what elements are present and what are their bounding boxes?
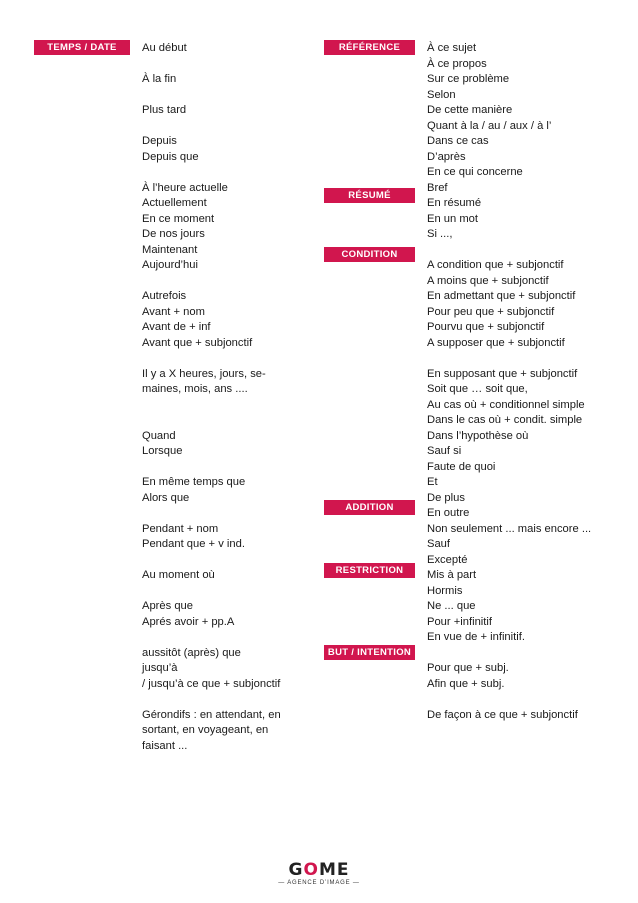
connector-line: Hormis <box>427 584 463 597</box>
gome-logo <box>0 862 638 886</box>
connector-line: Dans le cas où + condit. simple <box>427 414 583 426</box>
temps-date-line: faisant ... <box>142 739 188 752</box>
tag-but-intention: BUT / INTENTION <box>324 645 415 660</box>
temps-date-line: maines, mois, ans .... <box>142 383 248 395</box>
tag-temps-date: TEMPS / DATE <box>34 40 130 55</box>
connector-line: À ce propos <box>427 57 487 70</box>
temps-date-line: Avant + nom <box>142 305 205 318</box>
temps-date-line: À la fin <box>142 73 177 85</box>
temps-date-spacer <box>142 553 281 569</box>
temps-date-line: Depuis <box>142 135 177 147</box>
temps-date-line: sortant, en voyageant, en <box>142 724 269 736</box>
connector-line: En supposant que + subjonctif <box>427 367 578 380</box>
tag-reference: RÉFÉRENCE <box>324 40 415 55</box>
temps-date-line: Depuis que <box>142 150 199 163</box>
connector-line: De cette manière <box>427 104 513 116</box>
connector-line: En ce qui concerne <box>427 166 523 178</box>
temps-date-line: Maintenant <box>142 243 198 256</box>
temps-date-line: / jusqu’à ce que + subjonctif <box>142 677 281 690</box>
logo-letter-o: O <box>303 860 319 880</box>
temps-date-line: Pendant + nom <box>142 522 219 535</box>
connector-line: Selon <box>427 88 456 101</box>
connector-line: Sauf si <box>427 445 462 457</box>
tag-addition: ADDITION <box>324 500 415 515</box>
connector-spacer <box>427 692 591 708</box>
connector-line: Si ..., <box>427 228 453 240</box>
temps-date-line: Avant de + inf <box>142 321 211 333</box>
temps-date-line: Après que <box>142 600 193 612</box>
connector-line: En outre <box>427 507 470 519</box>
temps-date-line: À l’heure actuelle <box>142 181 228 194</box>
temps-date-spacer <box>142 630 281 646</box>
temps-date-spacer <box>142 506 281 522</box>
connector-spacer <box>427 351 591 367</box>
temps-date-spacer <box>142 274 281 290</box>
connector-line: En admettant que + subjonctif <box>427 290 576 302</box>
logo-wordmark <box>0 862 638 879</box>
connector-line: Excepté <box>427 553 468 566</box>
connector-line: A condition que + subjonctif <box>427 259 564 271</box>
connector-spacer <box>427 243 591 259</box>
connector-line: Pour que + subj. <box>427 662 509 674</box>
connector-line: Ne ... que <box>427 600 476 612</box>
temps-date-line: Plus tard <box>142 104 187 116</box>
connector-line: Pourvu que + subjonctif <box>427 321 545 333</box>
connector-line: Dans l’hypothèse où <box>427 429 529 442</box>
temps-date-line: En ce moment <box>142 212 215 225</box>
temps-date-line: Actuellement <box>142 197 207 209</box>
tag-resume: RÉSUMÉ <box>324 188 415 203</box>
temps-date-line: Quand <box>142 429 176 442</box>
connector-line: Dans ce cas <box>427 135 489 147</box>
connector-line: A moins que + subjonctif <box>427 274 549 287</box>
connector-line: A supposer que + subjonctif <box>427 336 565 349</box>
connector-line: Sur ce problème <box>427 73 510 85</box>
connector-line: Faute de quoi <box>427 460 496 473</box>
temps-date-spacer <box>142 413 281 429</box>
connector-spacer <box>427 646 591 662</box>
connector-line: En résumé <box>427 197 482 209</box>
temps-date-line: Il y a X heures, jours, se- <box>142 367 266 380</box>
temps-date-line: Avant que + subjonctif <box>142 336 253 349</box>
connector-expressions <box>427 41 591 723</box>
temps-date-line: Au moment où <box>142 569 215 581</box>
tag-restriction: RESTRICTION <box>324 563 415 578</box>
connector-line: Mis à part <box>427 569 477 581</box>
connector-line: D’après <box>427 150 466 163</box>
temps-date-line: Pendant que + v ind. <box>142 538 245 550</box>
temps-date-spacer <box>142 692 281 708</box>
temps-date-line: Alors que <box>142 491 190 504</box>
temps-date-line: Lorsque <box>142 445 183 457</box>
temps-date-line: Autrefois <box>142 290 187 302</box>
temps-date-line: En même temps que <box>142 476 246 488</box>
temps-date-line: aussitôt (après) que <box>142 646 241 659</box>
temps-date-line: Aprés avoir + pp.A <box>142 615 235 628</box>
temps-date-line: Aujourd’hui <box>142 259 198 271</box>
connector-line: Afin que + subj. <box>427 677 505 690</box>
temps-date-spacer <box>142 165 281 181</box>
temps-date-line: De nos jours <box>142 228 205 240</box>
connector-line: Pour peu que + subjonctif <box>427 305 555 318</box>
connector-line: À ce sujet <box>427 42 477 54</box>
connector-line: Et <box>427 476 438 488</box>
connector-line: De plus <box>427 491 465 504</box>
connector-line: Sauf <box>427 538 451 550</box>
connector-line: En vue de + infinitif. <box>427 631 525 643</box>
temps-date-line: Gérondifs : en attendant, en <box>142 708 281 721</box>
temps-date-line: Au début <box>142 42 187 54</box>
temps-date-spacer <box>142 398 281 414</box>
connector-line: De façon à ce que + subjonctif <box>427 708 578 721</box>
temps-date-spacer <box>142 57 281 73</box>
connector-line: Pour +infinitif <box>427 615 492 628</box>
logo-subtitle: — AGENCE D’IMAGE — <box>278 880 360 886</box>
connector-line: Non seulement ... mais encore ... <box>427 522 592 535</box>
tag-condition: CONDITION <box>324 247 415 262</box>
connector-line: Au cas où + conditionnel simple <box>427 398 585 411</box>
temps-date-spacer <box>142 119 281 135</box>
temps-date-spacer <box>142 351 281 367</box>
temps-date-spacer <box>142 584 281 600</box>
temps-date-expressions <box>142 41 281 754</box>
logo-letters-me: ME <box>318 860 350 880</box>
temps-date-spacer <box>142 88 281 104</box>
temps-date-spacer <box>142 460 281 476</box>
connector-line: Bref <box>427 181 448 194</box>
temps-date-line: jusqu’à <box>142 662 178 674</box>
logo-letter-g: G <box>288 860 304 880</box>
connector-line: En un mot <box>427 212 478 225</box>
connector-line: Quant à la / au / aux / à l’ <box>427 119 552 132</box>
connector-line: Soit que … soit que, <box>427 383 528 395</box>
